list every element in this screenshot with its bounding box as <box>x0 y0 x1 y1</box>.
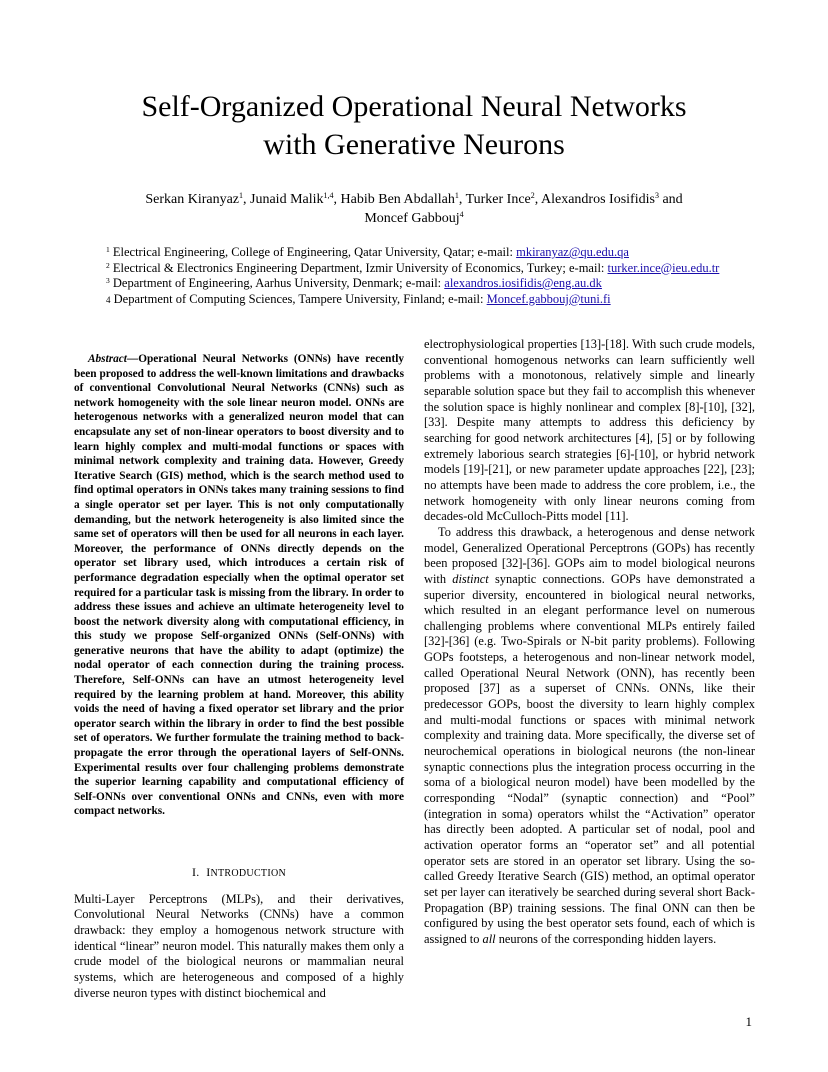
affiliation-4: 4 Department of Computing Sciences, Tampere University, Finland; e-mail: Moncef.gabbouj@tuni.fi <box>106 291 611 306</box>
intro-paragraph-1-continued: electrophysiological properties [13]-[18]. With such crude models, conventional homogenous networks can learn sufficiently well problems with a monotonous, relatively simple and linearly separable solution space but they fail to accomplish this whenever the solution space is highly nonlinear and complex [8]-[10], [32], [33]. Despite many attempts to address this deficiency by searching for good network architectures [4], [5] or by following extremely laborious search strategies [6]-[10], or hybrid network models [19]-[21], or new parameter update approaches [22], [23]; no attempts have been made to address the core problem, i.e., the network homogeneity with only linear neurons coming from decades-old McCulloch-Pitts model [11]. <box>424 337 755 524</box>
affiliation-2: $^2$ Electrical & Electronics Engineering Department, Izmir University of Economics, Turkey; e-mail: turker.ince@ieu.edu.tr <box>106 260 720 275</box>
email-link[interactable]: mkiranyaz@qu.edu.qa <box>516 245 629 259</box>
author-list: Serkan Kiranyaz$^1$, Junaid Malik$^{1,4}$, Habib Ben Abdallah$^1$, Turker Ince$^2$, Alexandros Iosifidis$^3$ and Moncef Gabbouj$^4$ <box>145 191 683 226</box>
title-line-2: with Generative Neurons <box>263 128 565 161</box>
abstract-label: Abstract <box>88 353 127 365</box>
intro-paragraph-1: Multi-Layer Perceptrons (MLPs), and their derivatives, Convolutional Neural Networks (CNNs) have a common drawback: they employ a homogenous network structure with identical “linear” neuron model. This naturally makes them only a crude model of the biological neurons or mammalian neural systems, which are heterogeneous and composed of a highly diverse neuron types with distinct biochemical and <box>74 891 404 1000</box>
email-link[interactable]: turker.ince@ieu.edu.tr <box>607 260 720 275</box>
author: Moncef Gabbouj$^4$ <box>364 210 464 226</box>
author: Alexandros Iosifidis$^3$ <box>541 191 659 207</box>
abstract: Abstract—Operational Neural Networks (ONNs) have recently been proposed to address the well-known limitations and drawbacks of conventional Convolutional Neural Networks (CNNs) such as network homogeneity with the sole linear neuron model. ONNs are heterogenous networks with a generalized neuron model that can encapsulate any set of non-linear operators to boost diversity and to learn highly complex and multi-modal functions or spaces with minimal network complexity and training data. However, Greedy Iterative Search (GIS) method, which is the search method used to find optimal operators in ONNs takes many training sessions to find a single operator set per layer. This is not only computationally demanding, but the network heterogeneity is also limited since the same set of operators will then be used for all neurons in each layer. Moreover, the performance of ONNs directly depends on the operator set library used, which introduces a certain risk of performance degradation especially when the optimal operator set required for a particular task is missing from the library. In order to address these issues and achieve an ultimate heterogeneity level to boost the network diversity along with computational efficiency, in this study we propose Self-organized ONNs (Self-ONNs) with generative neurons that have the ability to adapt (optimize) the nodal operator of each connection during the training process. Therefore, Self-ONNs can have an utmost heterogeneity level required by the learning problem at hand. Moreover, this ability voids the need of having a fixed operator set library and the prior operator search within the library in order to find the best possible set of operators. We further formulate the training method to back-propagate the error through the operational layers of Self-ONNs. Experimental results over four challenging problems demonstrate the superior learning capability and computational efficiency of Self-ONNs over conventional ONNs and CNNs, even with more compact networks. <box>74 353 404 818</box>
title-line-1: Self-Organized Operational Neural Networks <box>141 90 687 123</box>
intro-paragraph-2: To address this drawback, a heterogenous and dense network model, Generalized Operational Perceptrons (GOPs) has recently been proposed [32]-[36]. GOPs aim to model biological neurons with distinct synaptic connections. GOPs have demonstrated a superior diversity, encountered in biological neural networks, which resulted in an elegant performance level on numerous challenging problems where conventional MLPs entirely failed [32]-[36] (e.g. Two-Spirals or N-bit parity problems). Following GOPs footsteps, a heterogenous and non-linear network model, called Operational Neural Network (ONN), has recently been proposed [37] as a superset of CNNs. ONNs, like their predecessor GOPs, boost the diversity to learn highly complex and multi-modal functions or spaces with minimal network complexity and training data. More specifically, the diverse set of neurochemical operations in biological neurons (the non-linear synaptic connections plus the integration process occurring in the soma of a biological neuron model) have been modelled by the corresponding “Nodal” (synaptic connection) and “Pool” (integration in soma) operators whilst the “Activation” operator has directly been adopted. A particular set of nodal, pool and activation operator forms an “operator set” and all potential operator sets are stored in an operator set library. Using the so-called Greedy Iterative Search (GIS) method, an optimal operator set per layer can iteratively be searched during several short Back-Propagation (BP) training sessions. The final ONN can then be configured by using the best operator sets found, each of which is assigned to all neurons of the corresponding hidden layers. <box>424 524 755 946</box>
author: Junaid Malik$^{1,4}$ <box>250 191 334 207</box>
author: Serkan Kiranyaz$^1$ <box>145 191 244 207</box>
page-number: 1 <box>745 1014 752 1029</box>
author: Turker Ince$^2$ <box>465 191 535 207</box>
email-link[interactable]: alexandros.iosifidis@eng.au.dk <box>444 276 602 291</box>
left-column <box>74 352 404 1001</box>
right-column <box>424 337 755 948</box>
affiliation-3: $^3$ Department of Engineering, Aarhus University, Denmark; e-mail: alexandros.iosifidis@eng.au.dk <box>106 276 602 291</box>
affiliations <box>106 245 720 308</box>
abstract-text: Operational Neural Networks (ONNs) have recently been proposed to address the well-known limitations and drawbacks of conventional Convolutional Neural Networks (CNNs) such as network homogeneity with the sole linear neuron model. ONNs are heterogenous networks with a generalized neuron model that can encapsulate any set of non-linear operators to boost diversity and to learn highly complex and multi-modal functions or spaces with minimal network complexity and training data. However, Greedy Iterative Search (GIS) method, which is the search method used to find optimal operators in ONNs takes many training sessions to find a single operator set per layer. This is not only computationally demanding, but the network heterogeneity is also limited since the same set of operators will then be used for all neurons in each layer. Moreover, the performance of ONNs directly depends on the operator set library used, which introduces a certain risk of performance degradation especially when the optimal operator set required for a particular task is missing from the library. In order to address these issues and achieve an ultimate heterogeneity level to boost the network diversity along with computational efficiency, in this study we propose Self-organized ONNs (Self-ONNs) with generative neurons that have the ability to adapt (optimize) the nodal operator of each connection during the training process. Therefore, Self-ONNs can have an utmost heterogeneity level required by the learning problem at hand. Moreover, this ability voids the need of having a fixed operator set library and the prior operator search within the library in order to find the best possible set of operators. We further formulate the training method to back-propagate the error through the operational layers of Self-ONNs. Experimental results over four challenging problems demonstrate the superior learning capability and computational efficiency of Self-ONNs over conventional ONNs and CNNs, even with more compact networks. <box>74 353 404 818</box>
author: Habib Ben Abdallah$^1$ <box>340 191 459 207</box>
section-heading-introduction: I. INTRODUCTION <box>191 865 287 879</box>
email-link[interactable]: Moncef.gabbouj@tuni.fi <box>486 291 611 306</box>
affiliation-1: $^1$ Electrical Engineering, College of Engineering, Qatar University, Qatar; e-mail: mkiranyaz@qu.edu.qa <box>106 245 629 259</box>
paper-title <box>60 88 768 164</box>
